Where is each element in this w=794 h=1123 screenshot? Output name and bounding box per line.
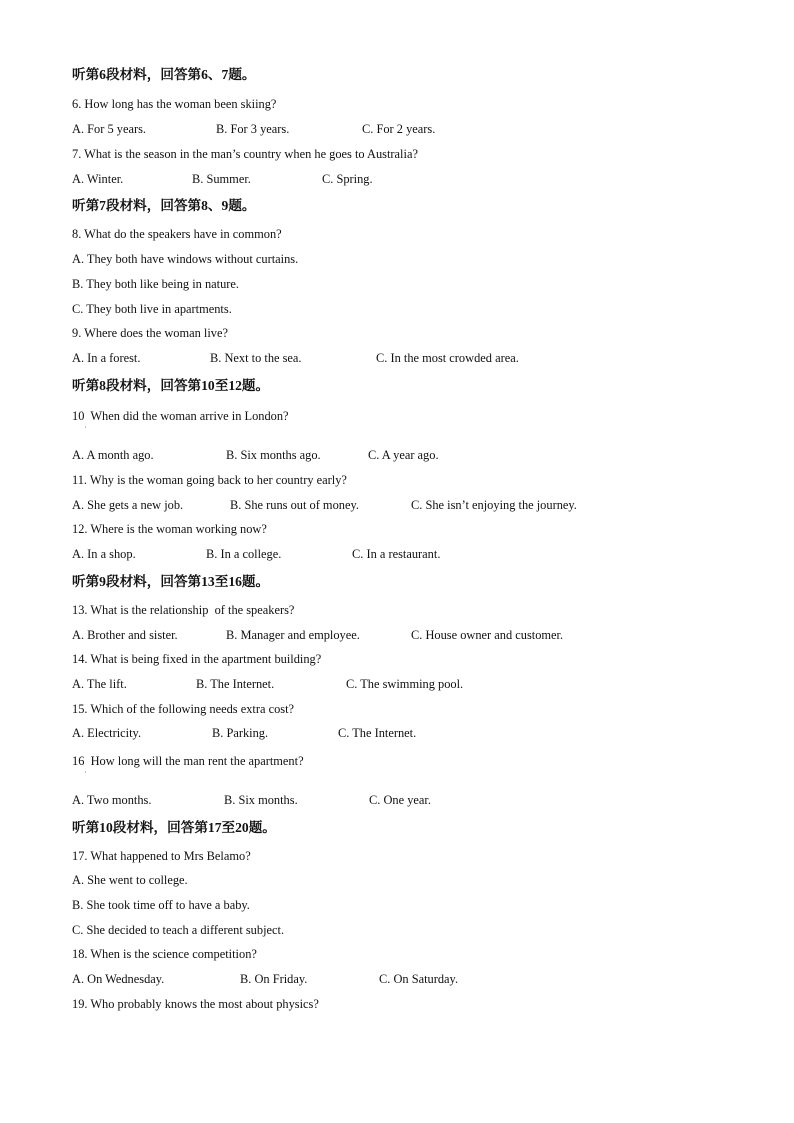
question-text: 12. Where is the woman working now? [72, 522, 267, 536]
question-text: 18. When is the science competition? [72, 947, 257, 961]
option-a: A. On Wednesday. [72, 972, 165, 986]
option-b: B. On Friday. [240, 972, 308, 986]
option-b: B. Next to the sea. [210, 351, 302, 365]
option-a: A. Brother and sister. [72, 628, 178, 642]
option-c: C. In the most crowded area. [376, 351, 519, 365]
option-b: B. In a college. [206, 547, 282, 561]
option-c: C. Spring. [322, 172, 373, 186]
option-b: B. She runs out of money. [230, 498, 359, 512]
option-a: A. Winter. [72, 172, 124, 186]
option-b: B. Parking. [212, 726, 269, 740]
section-heading: 听第8段材料，回答第10至12题。 [72, 378, 270, 393]
question-text: 8. What do the speakers have in common? [72, 227, 282, 241]
option-c: C. One year. [369, 793, 431, 807]
option-b: B. Summer. [192, 172, 251, 186]
option-c: C. House owner and customer. [411, 628, 564, 642]
option-a: A. In a forest. [72, 351, 141, 365]
option-a: A. The lift. [72, 677, 127, 691]
option-c: C. In a restaurant. [352, 547, 441, 561]
question-text: 6. How long has the woman been skiing? [72, 97, 277, 111]
stray-mark: ˙ [84, 770, 87, 779]
option-c: C. A year ago. [368, 448, 439, 462]
section-heading: 听第9段材料，回答第13至16题。 [72, 574, 270, 589]
option-c: C. On Saturday. [379, 972, 459, 986]
question-text: 10 When did the woman arrive in London? [72, 409, 289, 423]
option-c: C. The swimming pool. [346, 677, 464, 691]
option-a: A. Electricity. [72, 726, 142, 740]
question-text: 14. What is being fixed in the apartment building? [72, 652, 322, 666]
option-a: A. She went to college. [72, 873, 188, 887]
question-text: 11. Why is the woman going back to her country early? [72, 473, 347, 487]
question-text: 16 How long will the man rent the apartment? [72, 754, 304, 768]
option-b: B. They both like being in nature. [72, 277, 240, 291]
option-c: C. They both live in apartments. [72, 302, 232, 316]
option-c: C. She decided to teach a different subject. [72, 923, 285, 937]
section-heading: 听第6段材料，回答第6、7题。 [72, 67, 256, 82]
option-a: A. Two months. [72, 793, 152, 807]
section-heading: 听第7段材料，回答第8、9题。 [72, 198, 256, 213]
option-a: A. They both have windows without curtains. [72, 252, 299, 266]
question-text: 15. Which of the following needs extra cost? [72, 702, 295, 716]
option-b: B. The Internet. [196, 677, 275, 691]
option-c: C. For 2 years. [362, 122, 436, 136]
question-text: 9. Where does the woman live? [72, 326, 228, 340]
option-c: C. She isn’t enjoying the journey. [411, 498, 577, 512]
option-a: A. She gets a new job. [72, 498, 184, 512]
option-c: C. The Internet. [338, 726, 417, 740]
stray-mark: ˙ [84, 425, 87, 434]
option-a: A. In a shop. [72, 547, 136, 561]
option-b: B. She took time off to have a baby. [72, 898, 250, 912]
section-heading: 听第10段材料，回答第17至20题。 [72, 820, 276, 835]
question-text: 13. What is the relationship of the speakers? [72, 603, 295, 617]
question-text: 17. What happened to Mrs Belamo? [72, 849, 251, 863]
option-a: A. For 5 years. [72, 122, 146, 136]
option-a: A. A month ago. [72, 448, 154, 462]
question-text: 7. What is the season in the man’s country when he goes to Australia? [72, 147, 418, 161]
option-b: B. Six months ago. [226, 448, 321, 462]
option-b: B. Manager and employee. [226, 628, 360, 642]
option-b: B. Six months. [224, 793, 298, 807]
question-text: 19. Who probably knows the most about physics? [72, 997, 319, 1011]
option-b: B. For 3 years. [216, 122, 290, 136]
